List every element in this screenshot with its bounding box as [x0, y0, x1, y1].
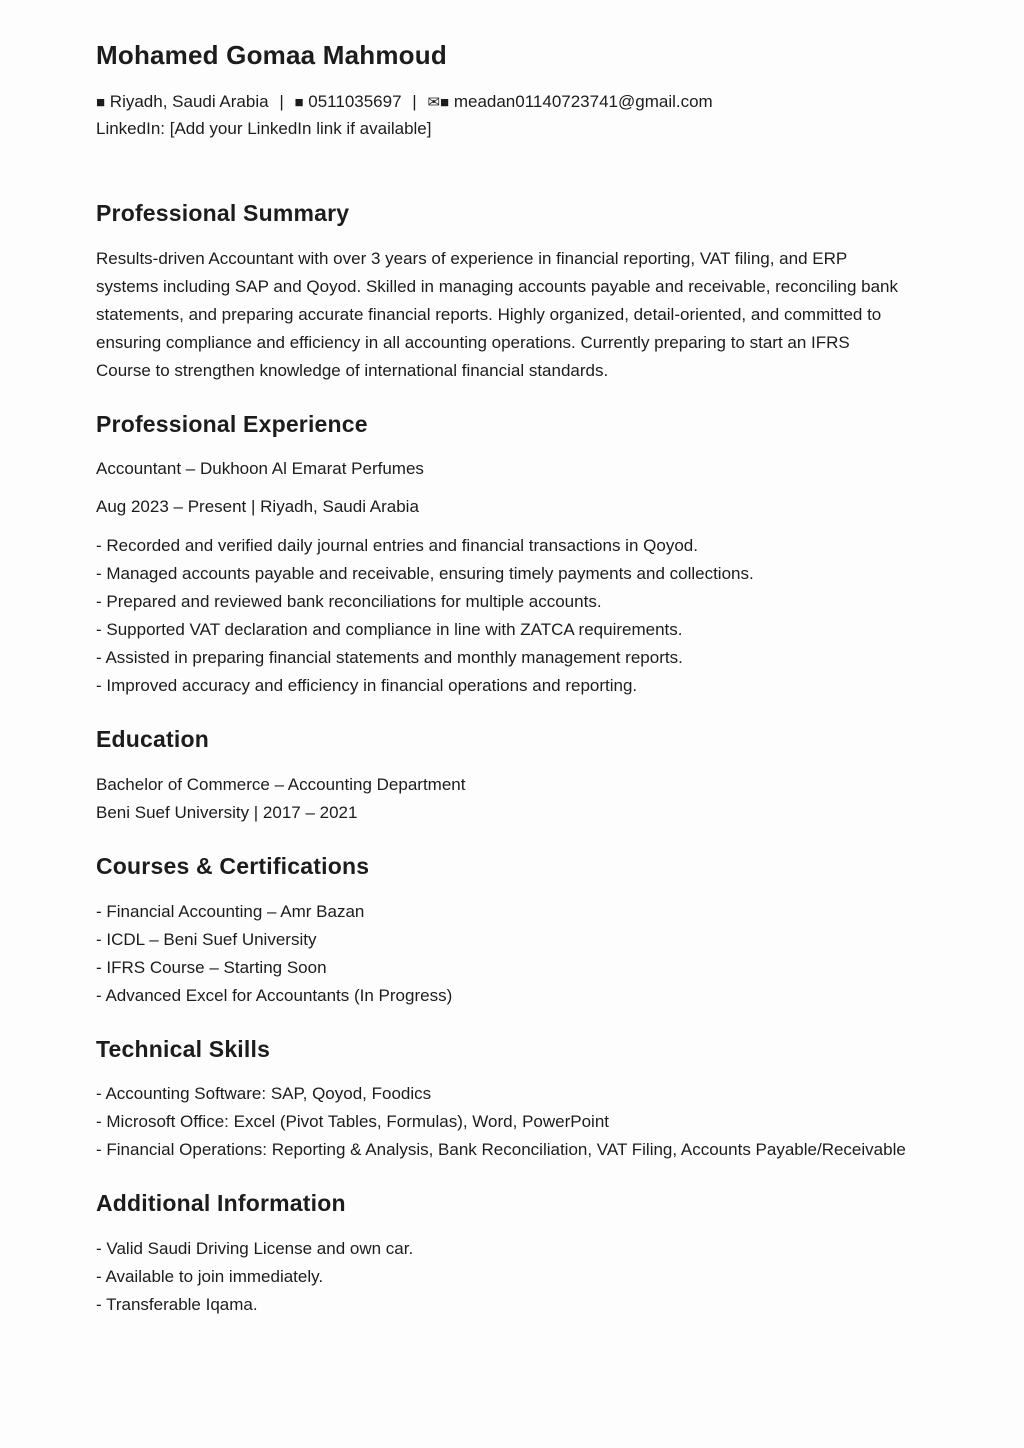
education-school: Beni Suef University | 2017 – 2021	[96, 802, 358, 822]
course-bullet: - Advanced Excel for Accountants (In Progress)	[96, 985, 453, 1005]
candidate-name: Mohamed Gomaa Mahmoud	[96, 40, 447, 70]
skill-bullet: - Accounting Software: SAP, Qoyod, Foodics	[96, 1084, 432, 1104]
additional-bullet-list	[96, 1235, 908, 1319]
summary-paragraph: Results-driven Accountant with over 3 years of experience in financial reporting, VAT filing, and ERP systems including SAP and Qoyod. Skilled in managing accounts payable and receivable, reconciling bank statements, and preparing accurate financial reports. Highly organized, detail-oriented, and committed to ensuring compliance and efficiency in all accounting operations. Currently preparing to start an IFRS Course to strengthen knowledge of international financial standards.	[96, 248, 898, 380]
section-heading-experience: Professional Experience	[96, 410, 368, 437]
courses-bullet-list	[96, 898, 908, 1010]
job-dates-location: Aug 2023 – Present | Riyadh, Saudi Arabia	[96, 497, 419, 517]
job-title: Accountant – Dukhoon Al Emarat Perfumes	[96, 459, 424, 479]
skill-bullet: - Financial Operations: Reporting & Analysis, Bank Reconciliation, VAT Filing, Accounts Payable/Receivable	[96, 1140, 906, 1160]
experience-bullet: - Improved accuracy and efficiency in financial operations and reporting.	[96, 676, 638, 696]
section-technical-skills	[96, 1036, 908, 1165]
course-bullet: - IFRS Course – Starting Soon	[96, 957, 327, 977]
education-degree: Bachelor of Commerce – Accounting Department	[96, 774, 466, 794]
education-entry	[96, 771, 908, 827]
location-icon: ■	[96, 94, 106, 112]
course-bullet: - ICDL – Beni Suef University	[96, 929, 317, 949]
separator: |	[279, 92, 284, 112]
additional-bullet: - Transferable Iqama.	[96, 1294, 258, 1314]
experience-bullet: - Prepared and reviewed bank reconciliations for multiple accounts.	[96, 592, 602, 612]
email-icon: ✉■	[427, 94, 450, 112]
experience-bullet: - Recorded and verified daily journal entries and financial transactions in Qoyod.	[96, 536, 698, 556]
experience-bullet: - Assisted in preparing financial statements and monthly management reports.	[96, 648, 683, 668]
phone-text: 0511035697	[308, 92, 402, 112]
section-professional-summary	[96, 200, 908, 385]
additional-bullet: - Valid Saudi Driving License and own car.	[96, 1238, 414, 1258]
section-heading-summary: Professional Summary	[96, 200, 350, 227]
skill-bullet: - Microsoft Office: Excel (Pivot Tables, Formulas), Word, PowerPoint	[96, 1112, 609, 1132]
section-additional-information	[96, 1190, 908, 1319]
section-education	[96, 726, 908, 827]
experience-bullet-list	[96, 532, 908, 700]
section-heading-education: Education	[96, 726, 209, 753]
course-bullet: - Financial Accounting – Amr Bazan	[96, 901, 365, 921]
phone-icon: ■	[294, 94, 304, 112]
skills-bullet-list	[96, 1080, 908, 1164]
experience-bullet: - Managed accounts payable and receivable, ensuring timely payments and collections.	[96, 564, 754, 584]
contact-line	[96, 90, 908, 115]
experience-bullet: - Supported VAT declaration and compliance in line with ZATCA requirements.	[96, 620, 683, 640]
section-heading-additional: Additional Information	[96, 1190, 346, 1217]
email-text: meadan01140723741@gmail.com	[453, 92, 713, 112]
section-courses-certifications	[96, 853, 908, 1010]
location-text: Riyadh, Saudi Arabia	[109, 92, 269, 112]
section-heading-courses: Courses & Certifications	[96, 852, 370, 879]
linkedin-line: LinkedIn: [Add your LinkedIn link if available]	[96, 119, 432, 139]
section-professional-experience	[96, 411, 908, 701]
section-heading-skills: Technical Skills	[96, 1035, 271, 1062]
separator: |	[412, 92, 417, 112]
additional-bullet: - Available to join immediately.	[96, 1266, 324, 1286]
